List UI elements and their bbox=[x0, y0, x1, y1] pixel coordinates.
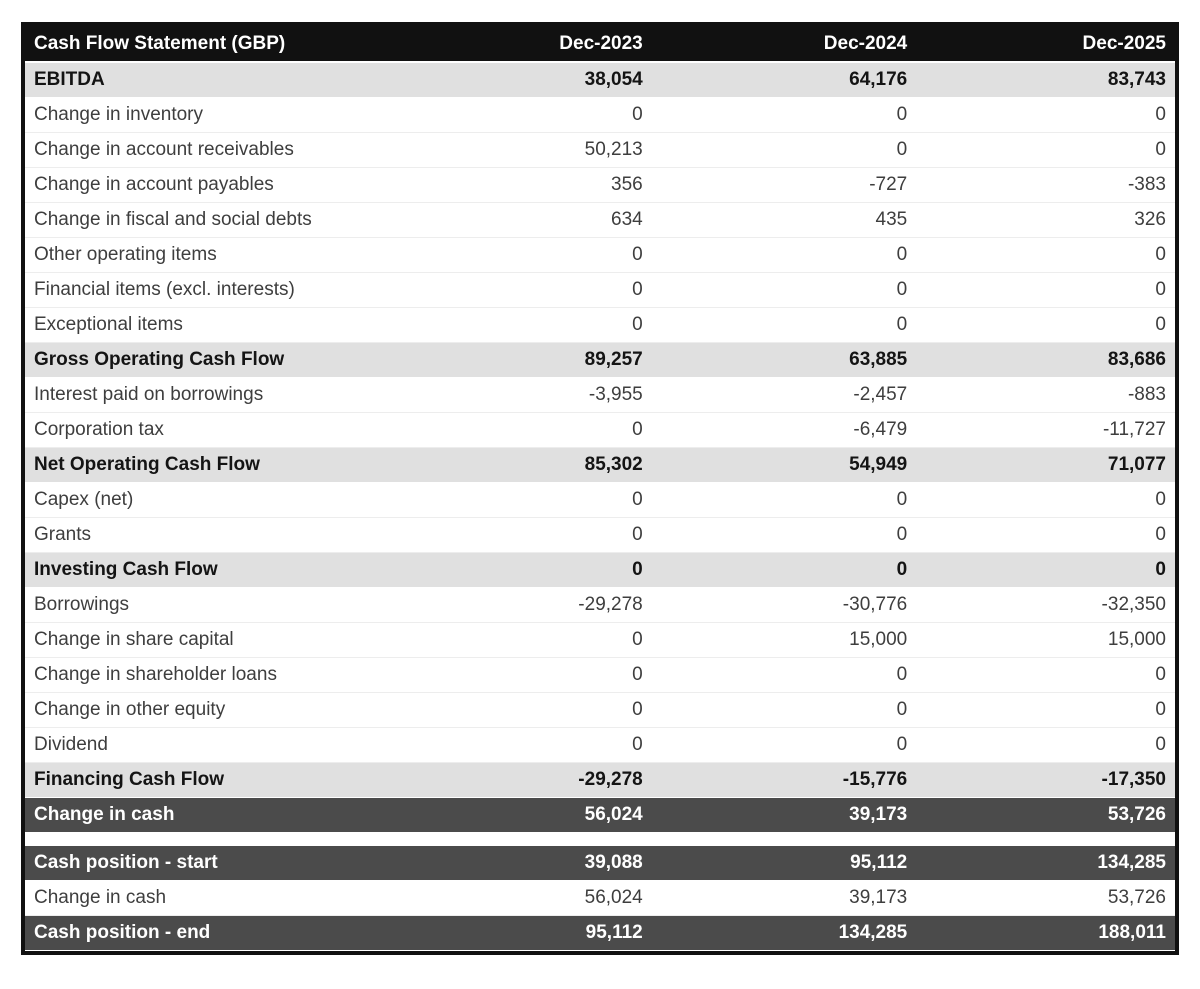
row-label: Other operating items bbox=[34, 244, 217, 265]
table-row bbox=[25, 916, 1175, 951]
table-row bbox=[25, 308, 1175, 343]
table-row bbox=[25, 763, 1175, 798]
row-value-dec-2024: 39,173 bbox=[849, 887, 908, 908]
row-value-dec-2024: 0 bbox=[896, 559, 908, 580]
table-title: Cash Flow Statement (GBP) bbox=[34, 32, 286, 54]
table-row bbox=[25, 846, 1175, 881]
row-label: Change in other equity bbox=[34, 699, 226, 720]
table-row bbox=[25, 98, 1175, 133]
row-label: Exceptional items bbox=[34, 314, 183, 335]
row-value-dec-2025: 83,743 bbox=[1107, 69, 1166, 90]
row-value-dec-2024: 95,112 bbox=[850, 852, 908, 873]
row-value-dec-2025: 0 bbox=[1155, 734, 1166, 755]
row-value-dec-2024: 435 bbox=[875, 209, 908, 230]
row-value-dec-2025: 53,726 bbox=[1107, 804, 1166, 825]
table-row bbox=[25, 238, 1175, 273]
row-value-dec-2024: 64,176 bbox=[849, 69, 908, 90]
row-value-dec-2024: 0 bbox=[896, 244, 908, 265]
row-label: Change in inventory bbox=[34, 104, 203, 125]
row-label: Change in account receivables bbox=[34, 139, 294, 160]
row-value-dec-2024: 0 bbox=[896, 734, 908, 755]
row-value-dec-2023: 0 bbox=[632, 244, 643, 265]
row-value-dec-2023: 0 bbox=[632, 524, 643, 545]
row-value-dec-2025: 134,285 bbox=[1097, 852, 1166, 873]
row-value-dec-2024: -6,479 bbox=[853, 419, 908, 440]
row-value-dec-2023: 0 bbox=[632, 559, 643, 580]
row-label: Change in shareholder loans bbox=[34, 664, 277, 685]
table-row bbox=[25, 588, 1175, 623]
row-value-dec-2024: -727 bbox=[869, 174, 908, 195]
table-row bbox=[25, 881, 1175, 916]
row-value-dec-2025: 326 bbox=[1134, 209, 1166, 230]
row-value-dec-2023: 85,302 bbox=[584, 454, 643, 475]
row-value-dec-2024: 0 bbox=[896, 279, 908, 300]
row-value-dec-2023: 634 bbox=[611, 209, 643, 230]
row-label: EBITDA bbox=[34, 69, 105, 90]
row-value-dec-2024: 0 bbox=[896, 104, 908, 125]
row-value-dec-2023: 0 bbox=[632, 279, 643, 300]
row-label: Interest paid on borrowings bbox=[34, 384, 264, 405]
table-row bbox=[25, 168, 1175, 203]
row-value-dec-2025: 71,077 bbox=[1107, 454, 1166, 475]
row-label: Corporation tax bbox=[34, 419, 164, 440]
row-value-dec-2025: 0 bbox=[1155, 314, 1166, 335]
table-row bbox=[25, 798, 1175, 833]
row-value-dec-2023: 56,024 bbox=[584, 804, 643, 825]
row-value-dec-2023: 356 bbox=[611, 174, 643, 195]
row-value-dec-2024: 0 bbox=[896, 139, 908, 160]
row-value-dec-2025: -383 bbox=[1127, 174, 1166, 195]
row-value-dec-2024: 0 bbox=[896, 314, 908, 335]
table-row bbox=[25, 658, 1175, 693]
row-value-dec-2023: 0 bbox=[632, 314, 643, 335]
row-label: Investing Cash Flow bbox=[34, 559, 218, 580]
row-label: Financial items (excl. interests) bbox=[34, 279, 295, 300]
row-label: Cash position - start bbox=[34, 852, 218, 873]
row-value-dec-2023: 39,088 bbox=[584, 852, 643, 873]
table-row bbox=[25, 378, 1175, 413]
table-row bbox=[25, 483, 1175, 518]
row-label: Change in cash bbox=[34, 804, 175, 825]
table-row bbox=[25, 728, 1175, 763]
table-row bbox=[25, 413, 1175, 448]
row-value-dec-2025: 0 bbox=[1155, 489, 1166, 510]
row-value-dec-2024: 15,000 bbox=[849, 629, 908, 650]
row-label: Change in account payables bbox=[34, 174, 274, 195]
row-label: Borrowings bbox=[34, 594, 130, 615]
column-header-dec-2024: Dec-2024 bbox=[823, 32, 908, 54]
row-value-dec-2025: 0 bbox=[1155, 699, 1166, 720]
table-row bbox=[25, 448, 1175, 483]
row-value-dec-2023: -29,278 bbox=[578, 769, 643, 790]
row-label: Grants bbox=[34, 524, 92, 545]
row-value-dec-2023: 0 bbox=[632, 629, 643, 650]
row-label: Dividend bbox=[34, 734, 108, 755]
row-value-dec-2023: 0 bbox=[632, 419, 643, 440]
row-value-dec-2024: 39,173 bbox=[849, 804, 908, 825]
table-header-row bbox=[25, 26, 1175, 63]
row-label: Net Operating Cash Flow bbox=[34, 454, 260, 475]
row-value-dec-2025: 0 bbox=[1155, 279, 1166, 300]
row-value-dec-2024: -30,776 bbox=[842, 594, 908, 615]
table-row bbox=[25, 133, 1175, 168]
row-value-dec-2025: 0 bbox=[1155, 664, 1166, 685]
row-label: Gross Operating Cash Flow bbox=[34, 349, 285, 370]
row-value-dec-2023: 38,054 bbox=[584, 69, 643, 90]
table-row bbox=[25, 693, 1175, 728]
row-value-dec-2024: 0 bbox=[896, 699, 908, 720]
row-value-dec-2025: 83,686 bbox=[1107, 349, 1166, 370]
table-row bbox=[25, 203, 1175, 238]
table-row bbox=[25, 273, 1175, 308]
row-value-dec-2025: -883 bbox=[1127, 384, 1166, 405]
row-value-dec-2023: 50,213 bbox=[584, 139, 643, 160]
row-value-dec-2024: 63,885 bbox=[849, 349, 908, 370]
table-row bbox=[25, 553, 1175, 588]
row-value-dec-2023: 89,257 bbox=[584, 349, 643, 370]
row-value-dec-2023: 0 bbox=[632, 734, 643, 755]
row-label: Cash position - end bbox=[34, 922, 211, 943]
row-value-dec-2024: 0 bbox=[896, 489, 908, 510]
row-label: Change in share capital bbox=[34, 629, 234, 650]
row-value-dec-2025: 0 bbox=[1155, 104, 1166, 125]
row-value-dec-2024: -15,776 bbox=[842, 769, 908, 790]
row-value-dec-2023: 0 bbox=[632, 104, 643, 125]
table-row bbox=[25, 63, 1175, 98]
row-value-dec-2024: -2,457 bbox=[853, 384, 908, 405]
row-value-dec-2025: 0 bbox=[1155, 139, 1166, 160]
table-body bbox=[25, 63, 1175, 951]
row-value-dec-2025: 0 bbox=[1155, 559, 1166, 580]
row-label: Change in fiscal and social debts bbox=[34, 209, 312, 230]
row-value-dec-2025: -32,350 bbox=[1101, 594, 1166, 615]
table-row bbox=[25, 518, 1175, 553]
row-value-dec-2024: 0 bbox=[896, 524, 908, 545]
row-label: Change in cash bbox=[34, 887, 167, 908]
spacer-row bbox=[25, 833, 1175, 846]
row-value-dec-2023: 0 bbox=[632, 489, 643, 510]
row-label: Capex (net) bbox=[34, 489, 134, 510]
table-row bbox=[25, 343, 1175, 378]
cash-flow-statement-table bbox=[21, 22, 1179, 955]
row-value-dec-2023: 56,024 bbox=[584, 887, 643, 908]
row-value-dec-2024: 0 bbox=[896, 664, 908, 685]
row-value-dec-2025: 15,000 bbox=[1107, 629, 1166, 650]
row-value-dec-2023: -3,955 bbox=[588, 384, 643, 405]
row-value-dec-2025: 188,011 bbox=[1098, 922, 1166, 943]
row-label: Financing Cash Flow bbox=[34, 769, 225, 790]
row-value-dec-2025: -11,727 bbox=[1102, 419, 1166, 440]
row-value-dec-2023: 0 bbox=[632, 664, 643, 685]
row-value-dec-2024: 134,285 bbox=[838, 922, 908, 943]
table-row bbox=[25, 623, 1175, 658]
row-value-dec-2023: 95,112 bbox=[585, 922, 643, 943]
row-value-dec-2023: -29,278 bbox=[578, 594, 643, 615]
row-value-dec-2025: 53,726 bbox=[1107, 887, 1166, 908]
column-header-dec-2025: Dec-2025 bbox=[1082, 32, 1166, 54]
row-value-dec-2025: 0 bbox=[1155, 244, 1166, 265]
row-value-dec-2023: 0 bbox=[632, 699, 643, 720]
row-value-dec-2025: 0 bbox=[1155, 524, 1166, 545]
row-value-dec-2025: -17,350 bbox=[1101, 769, 1166, 790]
row-value-dec-2024: 54,949 bbox=[849, 454, 908, 475]
column-header-dec-2023: Dec-2023 bbox=[559, 32, 643, 54]
